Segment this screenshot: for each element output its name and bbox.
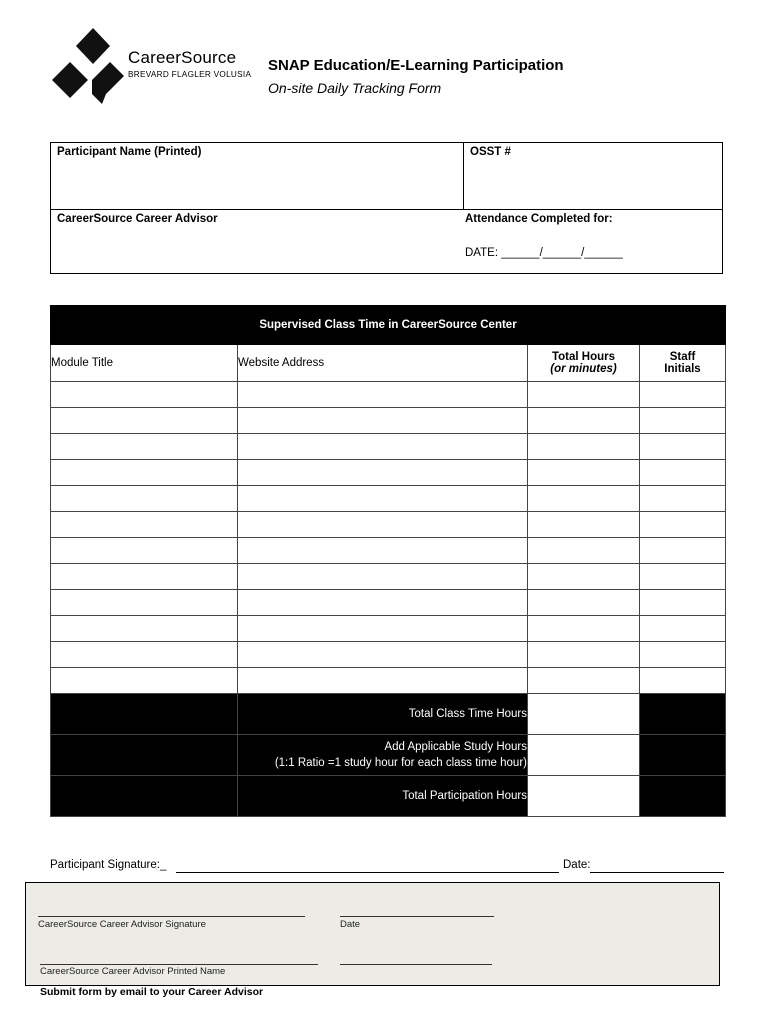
table-row	[51, 460, 726, 486]
blank-black-cell	[640, 776, 726, 817]
module-title-cell[interactable]	[51, 486, 238, 512]
advisor-date-label: Date	[340, 919, 361, 930]
date-field[interactable]	[590, 872, 724, 873]
blank-black-cell	[51, 735, 238, 776]
divider	[463, 142, 464, 210]
career-advisor-field[interactable]	[52, 229, 460, 271]
staff-initials-cell[interactable]	[640, 564, 726, 590]
module-title-cell[interactable]	[51, 408, 238, 434]
website-address-cell[interactable]	[238, 590, 528, 616]
document-subtitle: On-site Daily Tracking Form	[268, 80, 442, 96]
logo-subtitle: BREVARD FLAGLER VOLUSIA	[128, 70, 252, 79]
career-advisor-label: CareerSource Career Advisor	[57, 213, 218, 225]
module-title-cell[interactable]	[51, 642, 238, 668]
advisor-signature-field[interactable]	[38, 916, 305, 917]
table-row	[51, 590, 726, 616]
module-title-cell[interactable]	[51, 538, 238, 564]
website-address-cell[interactable]	[238, 668, 528, 694]
table-row	[51, 486, 726, 512]
total-class-time-label: Total Class Time Hours	[238, 694, 528, 735]
table-row	[51, 616, 726, 642]
table-row	[51, 434, 726, 460]
module-title-cell[interactable]	[51, 616, 238, 642]
participant-signature-field[interactable]	[176, 872, 559, 873]
divider	[50, 209, 723, 210]
participant-signature-label: Participant Signature:_	[50, 859, 167, 871]
staff-initials-cell[interactable]	[640, 460, 726, 486]
logo-name: CareerSource	[128, 48, 237, 67]
table-banner: Supervised Class Time in CareerSource Center	[51, 306, 726, 345]
total-hours-cell[interactable]	[528, 460, 640, 486]
total-hours-cell[interactable]	[528, 512, 640, 538]
module-title-cell[interactable]	[51, 460, 238, 486]
website-address-cell[interactable]	[238, 460, 528, 486]
column-header-total-hours: Total Hours (or minutes)	[528, 345, 640, 382]
staff-initials-cell[interactable]	[640, 434, 726, 460]
participant-name-field[interactable]	[52, 162, 460, 206]
website-address-cell[interactable]	[238, 616, 528, 642]
advisor-signature-label: CareerSource Career Advisor Signature	[38, 919, 206, 930]
table-row	[51, 512, 726, 538]
module-title-cell[interactable]	[51, 434, 238, 460]
total-participation-input[interactable]	[528, 776, 640, 817]
total-participation-label: Total Participation Hours	[238, 776, 528, 817]
website-address-cell[interactable]	[238, 564, 528, 590]
total-hours-cell[interactable]	[528, 408, 640, 434]
total-hours-cell[interactable]	[528, 538, 640, 564]
table-row	[51, 382, 726, 408]
column-header-website: Website Address	[238, 345, 528, 382]
staff-initials-cell[interactable]	[640, 668, 726, 694]
total-hours-cell[interactable]	[528, 668, 640, 694]
date-label: Date:	[563, 859, 591, 871]
website-address-cell[interactable]	[238, 486, 528, 512]
table-row	[51, 642, 726, 668]
staff-initials-cell[interactable]	[640, 642, 726, 668]
blank-black-cell	[51, 776, 238, 817]
column-header-staff-initials: Staff Initials	[640, 345, 726, 382]
osst-label: OSST #	[470, 146, 511, 158]
blank-line[interactable]	[340, 964, 492, 965]
total-hours-cell[interactable]	[528, 382, 640, 408]
staff-initials-cell[interactable]	[640, 616, 726, 642]
website-address-cell[interactable]	[238, 434, 528, 460]
module-title-cell[interactable]	[51, 512, 238, 538]
total-hours-cell[interactable]	[528, 486, 640, 512]
careersource-logo-icon	[52, 28, 124, 104]
attendance-label: Attendance Completed for:	[465, 213, 613, 225]
column-header-module: Module Title	[51, 345, 238, 382]
class-time-table	[50, 305, 725, 817]
blank-black-cell	[640, 735, 726, 776]
module-title-cell[interactable]	[51, 668, 238, 694]
staff-initials-cell[interactable]	[640, 486, 726, 512]
osst-field[interactable]	[466, 162, 720, 206]
website-address-cell[interactable]	[238, 408, 528, 434]
staff-initials-cell[interactable]	[640, 590, 726, 616]
total-hours-cell[interactable]	[528, 434, 640, 460]
document-title: SNAP Education/E-Learning Participation	[268, 57, 564, 74]
staff-initials-cell[interactable]	[640, 382, 726, 408]
total-hours-cell[interactable]	[528, 590, 640, 616]
participant-name-label: Participant Name (Printed)	[57, 146, 202, 158]
staff-initials-cell[interactable]	[640, 512, 726, 538]
blank-black-cell	[51, 694, 238, 735]
website-address-cell[interactable]	[238, 642, 528, 668]
website-address-cell[interactable]	[238, 538, 528, 564]
advisor-printed-name-label: CareerSource Career Advisor Printed Name	[40, 966, 226, 977]
table-row	[51, 668, 726, 694]
staff-initials-cell[interactable]	[640, 538, 726, 564]
advisor-printed-name-field[interactable]	[40, 964, 318, 965]
total-hours-cell[interactable]	[528, 616, 640, 642]
advisor-date-field[interactable]	[340, 916, 494, 917]
website-address-cell[interactable]	[238, 512, 528, 538]
module-title-cell[interactable]	[51, 382, 238, 408]
table-row	[51, 564, 726, 590]
module-title-cell[interactable]	[51, 590, 238, 616]
attendance-date-field[interactable]: DATE: ______/______/______	[465, 247, 623, 259]
module-title-cell[interactable]	[51, 564, 238, 590]
staff-initials-cell[interactable]	[640, 408, 726, 434]
total-hours-cell[interactable]	[528, 564, 640, 590]
study-hours-input[interactable]	[528, 735, 640, 776]
blank-black-cell	[640, 694, 726, 735]
table-row	[51, 538, 726, 564]
table-row	[51, 408, 726, 434]
website-address-cell[interactable]	[238, 382, 528, 408]
study-hours-label: Add Applicable Study Hours (1:1 Ratio =1 study hour for each class time hour)	[238, 735, 528, 776]
submit-note: Submit form by email to your Career Advisor	[40, 986, 264, 998]
total-hours-cell[interactable]	[528, 642, 640, 668]
total-class-time-input[interactable]	[528, 694, 640, 735]
